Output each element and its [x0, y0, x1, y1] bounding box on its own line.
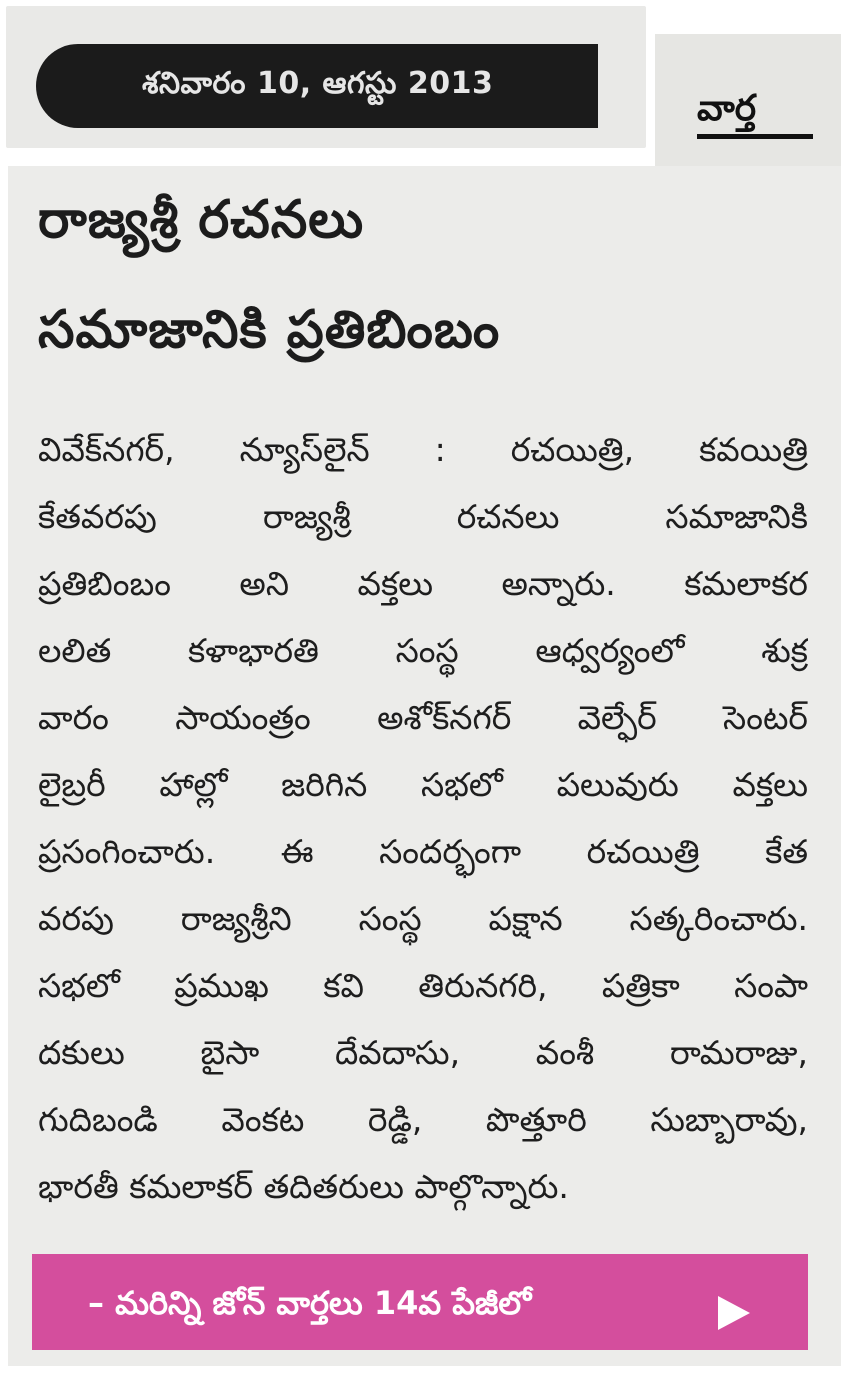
more-news-text: – మరిన్ని జోన్ వార్తలు 14వ పేజీలో — [88, 1284, 532, 1322]
article-body-line: లైబ్రరీ హాల్లో జరిగిన సభలో పలువురు వక్తలు — [38, 765, 808, 804]
article-body-line: వారం సాయంత్రం అశోక్‌నగర్ వెల్ఫేర్ సెంటర్ — [38, 698, 808, 737]
article-body-line: దకులు బైసా దేవదాసు, వంశీ రామరాజు, — [38, 1033, 808, 1072]
article-body-line: ప్రసంగించారు. ఈ సందర్భంగా రచయిత్రి కేత — [38, 832, 808, 871]
publication-date: శనివారం 10, ఆగస్టు 2013 — [142, 66, 494, 101]
article-body-line: ప్రతిబింబం అని వక్తలు అన్నారు. కమలాకర — [38, 564, 808, 603]
headline-line-1: రాజ్యశ్రీ రచనలు — [38, 190, 365, 250]
article-body-line: సభలో ప్రముఖ కవి తిరునగరి, పత్రికా సంపా — [38, 966, 808, 1005]
article-body-line: గుదిబండి వెంకట రెడ్డి, పొత్తూరి సుబ్బారావు, — [38, 1100, 808, 1139]
newspaper-logo: వార్త — [697, 88, 757, 129]
article-body-line: వివేక్‌నగర్, న్యూస్‌లైన్ : రచయిత్రి, కవయిత్రి — [38, 430, 808, 469]
article-body-line: లలిత కళాభారతి సంస్థ ఆధ్వర్యంలో శుక్ర — [38, 631, 808, 670]
play-arrow-icon — [718, 1296, 750, 1330]
article-body-line: భారతీ కమలాకర్ తదితరులు పాల్గొన్నారు. — [38, 1167, 569, 1206]
logo-underline — [697, 134, 813, 139]
article-body-line: వరపు రాజ్యశ్రీని సంస్థ పక్షాన సత్కరించారు. — [38, 899, 808, 938]
headline-line-2: సమాజానికి ప్రతిబింబం — [38, 300, 501, 360]
article-body-line: కేతవరపు రాజ్యశ్రీ రచనలు సమాజానికి — [38, 497, 808, 536]
